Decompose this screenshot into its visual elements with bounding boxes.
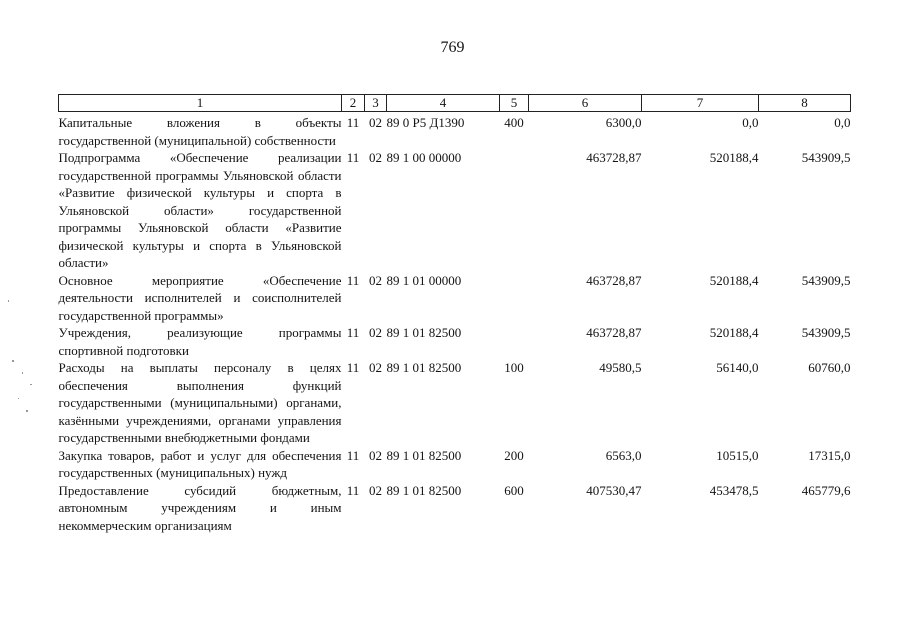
row-name: Закупка товаров, работ и услуг для обеспечения государственных (муниципальных) нужд <box>58 447 342 480</box>
header-col-2: 2 <box>342 95 365 112</box>
row-section: 11 <box>346 482 360 498</box>
row-amount-2: 56140,0 <box>716 360 759 375</box>
row-amount-3: 17315,0 <box>808 447 851 463</box>
row-amount-3: 543909,5 <box>801 272 851 288</box>
scan-speck <box>18 398 19 399</box>
row-subsection: 02 <box>369 360 382 375</box>
header-col-4: 4 <box>387 95 500 112</box>
row-section: 11 <box>346 150 360 165</box>
row-subsection: 02 <box>369 272 382 288</box>
header-col-3: 3 <box>365 95 387 112</box>
row-amount-1: 463728,87 <box>586 325 642 340</box>
row-amount-1: 407530,47 <box>586 482 642 498</box>
row-amount-2: 520188,4 <box>709 150 759 165</box>
row-amount-1: 49580,5 <box>599 360 642 375</box>
row-subsection: 02 <box>369 447 382 463</box>
row-amount-2: 10515,0 <box>716 447 759 463</box>
scan-speck <box>8 300 9 302</box>
scan-speck <box>22 372 23 374</box>
row-section: 11 <box>346 115 360 130</box>
row-amount-2: 453478,5 <box>709 482 759 498</box>
row-amount-3: 543909,5 <box>801 325 851 340</box>
header-col-7: 7 <box>642 95 759 112</box>
table-row <box>59 482 851 535</box>
scan-speck <box>12 360 14 362</box>
table-row <box>59 272 851 325</box>
header-row <box>59 95 851 112</box>
row-name: Капитальные вложения в объекты государственной (муниципальной) собственности <box>58 115 342 148</box>
row-expense-type <box>500 149 529 272</box>
header-col-8: 8 <box>759 95 851 112</box>
scan-speck <box>26 410 28 412</box>
row-name: Основное мероприятие «Обеспечение деятельности исполнителей и соисполнителей государственной программы» <box>58 272 342 323</box>
row-subsection: 02 <box>369 150 382 165</box>
table-row <box>59 359 851 447</box>
row-amount-1: 463728,87 <box>586 272 642 288</box>
row-expense-type <box>500 324 529 359</box>
row-amount-2: 520188,4 <box>709 325 759 340</box>
row-expense-type: 400 <box>504 115 524 130</box>
row-amount-3: 465779,6 <box>801 482 851 498</box>
row-subsection: 02 <box>369 115 382 130</box>
row-target-code: 89 1 00 00000 <box>386 150 462 165</box>
row-subsection: 02 <box>369 325 382 340</box>
row-target-code: 89 0 P5 Д1390 <box>386 115 465 130</box>
table-row <box>59 149 851 272</box>
row-name: Учреждения, реализующие программы спортивной подготовки <box>58 325 342 358</box>
row-section: 11 <box>346 272 360 288</box>
row-section: 11 <box>346 360 360 375</box>
row-amount-2: 520188,4 <box>709 272 759 288</box>
budget-table <box>58 94 851 534</box>
row-subsection: 02 <box>369 482 382 498</box>
row-amount-1: 6563,0 <box>605 447 642 463</box>
row-name: Подпрограмма «Обеспечение реализации государственной программы Ульяновской области «Развитие физической культуры и спорта в Ульяновской области» государственной программы Ульяновской области «Развитие физической культуры и спорта в Ульяновской области» <box>58 150 342 270</box>
row-amount-2: 0,0 <box>742 115 759 130</box>
row-target-code: 89 1 01 82500 <box>386 325 462 340</box>
row-section: 11 <box>346 325 360 340</box>
row-name: Предоставление субсидий бюджетным, автономным учреждениям и иным некоммерческим организациям <box>58 482 342 533</box>
table-row <box>59 324 851 359</box>
header-col-5: 5 <box>500 95 529 112</box>
row-target-code: 89 1 01 00000 <box>386 272 462 288</box>
header-col-1: 1 <box>59 95 342 112</box>
scan-speck <box>30 384 32 385</box>
row-amount-1: 463728,87 <box>586 150 642 165</box>
row-target-code: 89 1 01 82500 <box>386 360 462 375</box>
row-amount-1: 6300,0 <box>605 115 642 130</box>
row-expense-type <box>500 272 529 325</box>
row-target-code: 89 1 01 82500 <box>386 447 462 463</box>
row-amount-3: 0,0 <box>834 115 851 130</box>
page-number: 769 <box>440 39 465 56</box>
header-col-6: 6 <box>529 95 642 112</box>
table-row <box>59 114 851 149</box>
row-amount-3: 543909,5 <box>801 150 851 165</box>
table-row <box>59 447 851 482</box>
row-target-code: 89 1 01 82500 <box>386 482 462 498</box>
row-amount-3: 60760,0 <box>808 360 851 375</box>
row-expense-type: 200 <box>504 447 524 463</box>
row-section: 11 <box>346 447 360 463</box>
row-name: Расходы на выплаты персоналу в целях обеспечения выполнения функций государственными (муниципальными) органами, казёнными учреждениями, органами управления государственными внебюджетными фондами <box>58 360 342 445</box>
row-expense-type: 600 <box>504 482 524 498</box>
row-expense-type: 100 <box>504 360 524 375</box>
